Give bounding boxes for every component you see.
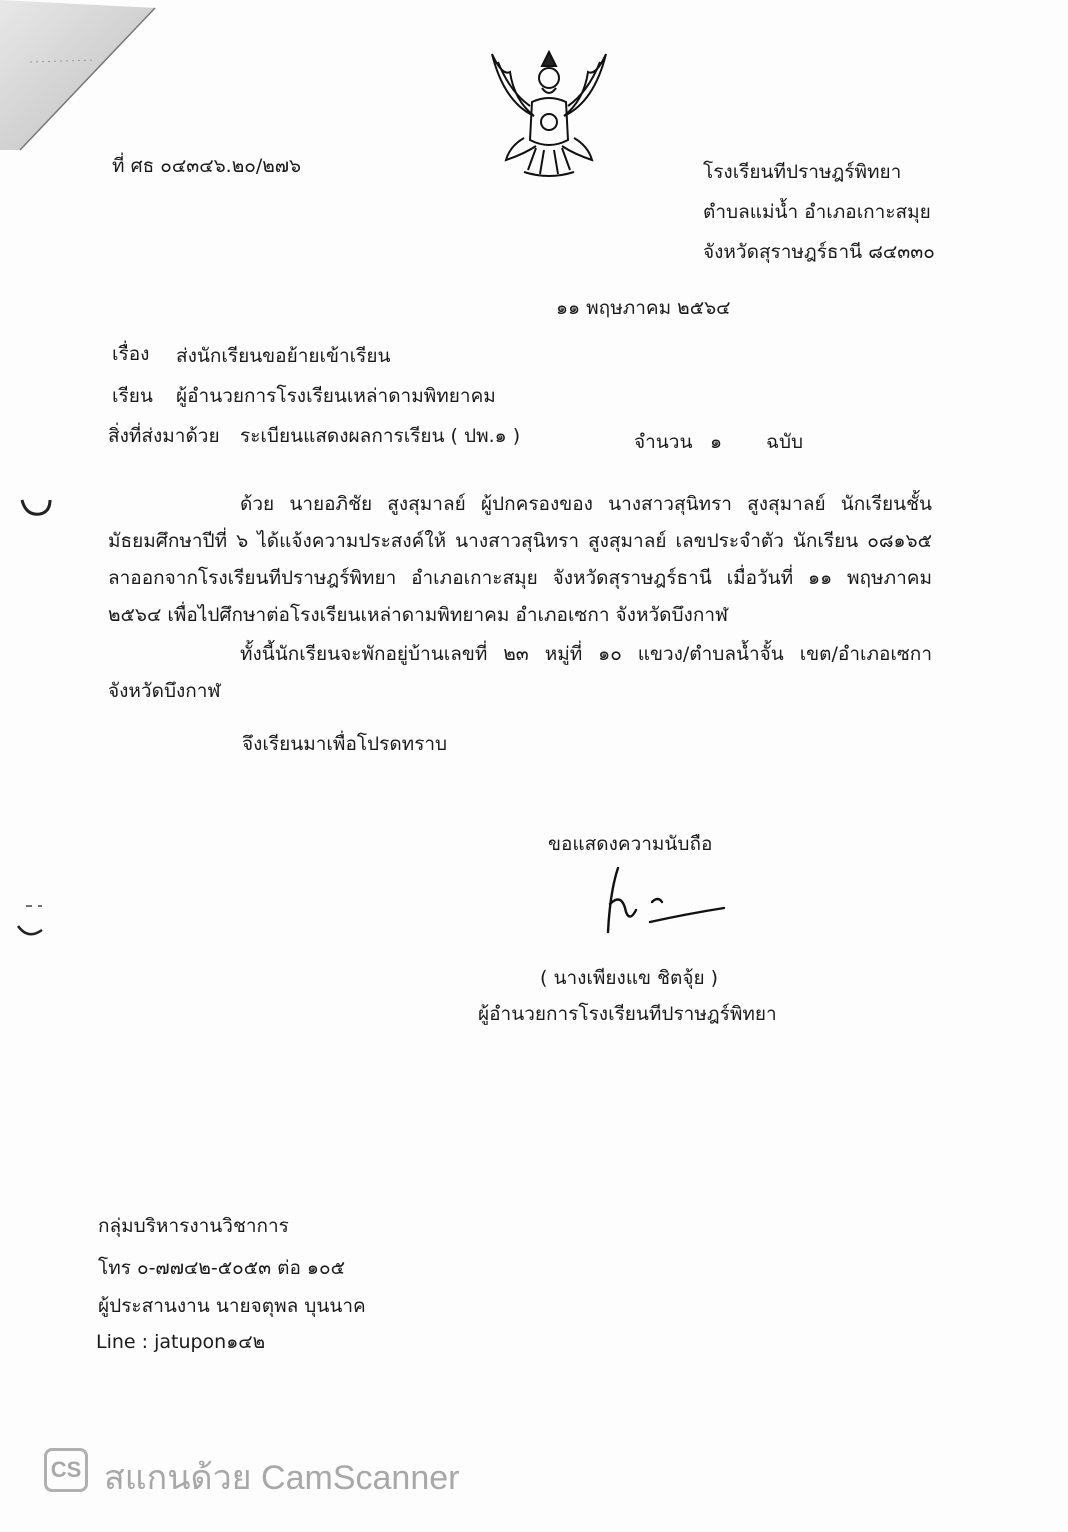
- enclosure-qty: ๑: [710, 431, 723, 453]
- enclosure-unit: ฉบับ: [766, 431, 804, 453]
- subject-value: ส่งนักเรียนขอย้ายเข้าเรียน: [176, 345, 391, 367]
- school-province: จังหวัดสุราษฎร์ธานี ๘๔๓๓๐: [703, 241, 935, 263]
- hole-punch-mark: [14, 900, 54, 944]
- enclosure-label: สิ่งที่ส่งมาด้วย: [108, 425, 220, 447]
- school-address: ตำบลแม่น้ำ อำเภอเกาะสมุย: [703, 201, 931, 223]
- closing-line: จึงเรียนมาเพื่อโปรดทราบ: [242, 733, 448, 755]
- camscanner-logo: CS: [44, 1448, 88, 1492]
- recipient-label: เรียน: [112, 385, 153, 407]
- school-name: โรงเรียนทีปราษฎร์พิทยา: [703, 161, 902, 183]
- corner-fold: [0, 0, 160, 160]
- footer-coordinator: ผู้ประสานงาน นายจตุพล บุนนาค: [98, 1295, 366, 1317]
- enclosure-value: ระเบียนแสดงผลการเรียน ( ปพ.๑ ): [240, 425, 521, 447]
- enclosure-qty-label: จำนวน: [634, 431, 693, 453]
- letter-body: [108, 486, 932, 710]
- subject-label: เรื่อง: [112, 343, 150, 365]
- reference-number: ที่ ศธ ๐๔๓๔๖.๒๐/๒๗๖: [112, 155, 302, 177]
- garuda-emblem-icon: [484, 42, 614, 182]
- body-paragraph-2: ทั้งนี้นักเรียนจะพักอยู่บ้านเลขที่ ๒๓ หมู่ที่ ๑๐ แขวง/ตำบลน้ำจั้น เขต/อำเภอเซกา จังหวัดบึงกาฬ: [108, 643, 932, 702]
- handwritten-signature: [596, 862, 736, 942]
- body-paragraph-1: ด้วย นายอภิชัย สูงสุมาลย์ ผู้ปกครองของ นางสาวสุนิทรา สูงสุมาลย์ นักเรียนชั้นมัธยมศึกษาปีที่ ๖ ได้แจ้งความประสงค์ให้ นางสาวสุนิทรา สูงสุมาลย์ เลขประจำตัว นักเรียน ๐๘๑๖๕ ลาออกจากโรงเรียนทีปราษฎร์พิทยา อำเภอเกาะสมุย จังหวัดสุราษฎร์ธานี เมื่อวันที่ ๑๑ พฤษภาคม ๒๕๖๔ เพื่อไปศึกษาต่อโรงเรียนเหล่าดามพิทยาคม อำเภอเซกา จังหวัดบึงกาฬ: [108, 493, 932, 626]
- letter-date: ๑๑ พฤษภาคม ๒๕๖๔: [556, 297, 731, 319]
- camscanner-watermark: สแกนด้วย CamScanner: [104, 1459, 460, 1497]
- signer-title: ผู้อำนวยการโรงเรียนทีปราษฎร์พิทยา: [478, 1003, 777, 1025]
- hole-punch-mark: [16, 484, 56, 524]
- footer-line-id: Line : jatupon๑๔๒: [96, 1331, 266, 1353]
- footer-department: กลุ่มบริหารงานวิชาการ: [98, 1215, 289, 1237]
- recipient-value: ผู้อำนวยการโรงเรียนเหล่าดามพิทยาคม: [176, 385, 496, 407]
- footer-phone: โทร ๐-๗๗๔๒-๕๐๕๓ ต่อ ๑๐๕: [98, 1257, 345, 1279]
- respect-line: ขอแสดงความนับถือ: [548, 833, 713, 855]
- signer-name: ( นางเพียงแข ชิตจุ้ย ): [540, 967, 719, 989]
